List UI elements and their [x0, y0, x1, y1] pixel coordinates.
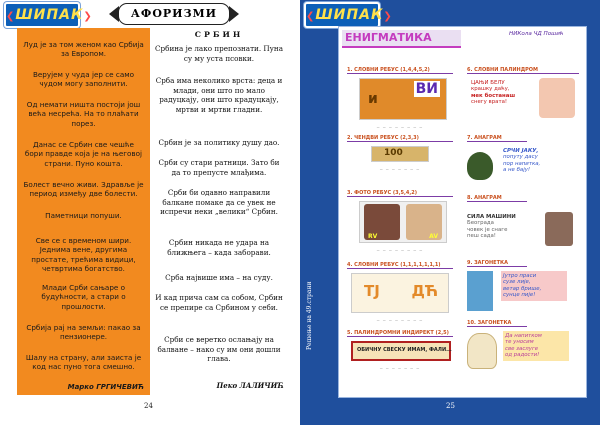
aphorism: Данас се Србин све чешће бори правде која је на његовој страни. Пуно кошта.	[24, 140, 143, 168]
puzzle-body	[467, 331, 579, 375]
teapot-image	[467, 333, 497, 369]
puzzle-10	[467, 320, 579, 375]
puzzle-line: ЦАЊИ БЕЛУ	[471, 80, 505, 86]
rebus-letters: RV	[368, 233, 378, 240]
puzzle-line: сузе лије,	[503, 279, 531, 286]
rain-image	[467, 271, 493, 311]
answer-blanks: _ _ _ _ _ _ _ _	[376, 245, 424, 251]
puzzle-line: од радости!	[505, 352, 540, 359]
puzzle-title: 6. СЛОВНИ ПАЛИНДРОМ	[467, 67, 579, 74]
puzzle-title: 9. ЗАГОНЕТКА	[467, 260, 527, 267]
puzzle-8	[467, 195, 579, 254]
aphorism: Све се с временом шири. Једнима вене, другима простате, трећима видици, четвртима богатство.	[31, 236, 136, 274]
puzzle-line: све заслуге	[505, 345, 539, 352]
aphorism: И кад прича сам са собом, Србин се препире са Србином у себи.	[155, 293, 283, 312]
puzzle-image	[359, 201, 447, 243]
wing-icon: ❮	[6, 11, 16, 22]
puzzle-9	[467, 260, 579, 315]
aphorism: Болест вечно живи. Здравље је период између две болести.	[23, 180, 144, 199]
rebus-number: 100	[384, 148, 403, 158]
aphorism: Срби би одавно направили балкане помаке да се увек не испречи неки „велики“ Србин.	[160, 188, 278, 217]
brand-text: ШИПАК	[15, 7, 84, 23]
puzzle-line: снегу врата!	[471, 99, 508, 106]
puzzle-line: СРЧИ ЈАКУ,	[503, 148, 539, 154]
puzzle-title: 2. ЧЕНДВИ РЕБУС (2,3,3)	[347, 135, 453, 142]
aphorism: Србина је лако препознати. Пуна су му уста псовки.	[155, 44, 283, 63]
puzzle-7	[467, 135, 579, 188]
column-heading: СРБИН	[194, 30, 244, 39]
puzzle-line: крашку даћу,	[471, 86, 510, 93]
aphorism: Срба има неколико врста: деца и млади, они што по мало радуцкају, они што крадуцкају, мртви и мртви гладни.	[155, 76, 283, 114]
answer-blanks: _ _ _ _ _ _ _	[379, 363, 421, 369]
puzzle-6	[467, 67, 579, 122]
puzzle-text	[503, 331, 569, 361]
puzzle-line: попуту дасу	[503, 154, 538, 161]
aphorism: Србин је за политику душу дао.	[158, 138, 280, 147]
puzzle-line: те уносим	[505, 339, 534, 346]
page-number: 25	[446, 402, 455, 410]
aphorism: Млади Срби сањаре о будућности, а стари о прошлости.	[41, 283, 126, 311]
puzzle-title: 10. ЗАГОНЕТКА	[467, 320, 527, 327]
puzzle-text	[501, 271, 567, 301]
answer-blanks: _ _ _ _ _ _ _	[379, 164, 421, 170]
puzzle-title: 7. АНАГРАМ	[467, 135, 527, 142]
wing-icon: ❯	[83, 11, 93, 22]
puzzle-line: мек бостанаш	[471, 92, 516, 99]
aphorism: Шалу на страну, али заиста је код нас пуно тога смешно.	[25, 353, 142, 372]
puzzle-title: 3. ФОТО РЕБУС (3,5,4,2)	[347, 190, 453, 197]
aphorism: Паметници попуши.	[45, 211, 122, 220]
page-title: АФОРИЗМИ	[118, 3, 230, 25]
plant-image	[467, 152, 493, 180]
section-title: ЕНИГМАТИКА	[342, 30, 461, 48]
aphorism-column-right	[150, 28, 287, 395]
puzzle-title: 1. СЛОВНИ РЕБУС (1,4,4,5,2)	[347, 67, 453, 74]
puzzle-image	[351, 273, 449, 313]
puzzle-image	[351, 341, 451, 361]
side-note: Решење на 49.страни	[306, 281, 313, 350]
answer-blanks: _ _ _ _ _ _ _ _	[376, 315, 424, 321]
puzzle-title: 8. АНАГРАМ	[467, 195, 527, 202]
answer-blanks: _ _ _ _ _ _ _ _	[376, 122, 424, 128]
puzzle-line: сунце пије!	[503, 292, 536, 299]
puzzle-line: Јутро праси	[503, 273, 537, 279]
puzzle-line: пеш сада!	[467, 233, 496, 240]
puzzle-5	[347, 330, 453, 369]
puzzle-body	[467, 146, 579, 188]
puzzle-sheet	[338, 26, 587, 398]
puzzle-line: ветар брише,	[503, 285, 542, 292]
puzzle-body	[467, 212, 579, 254]
aphorism: Верујем у чуда јер се само чудом могу заполнити.	[32, 70, 135, 89]
rebus-letters: ДЋ	[411, 282, 438, 300]
rebus-letters: TJ	[364, 282, 380, 300]
woman-eating-watermelon-image	[539, 78, 575, 118]
puzzle-body	[467, 271, 579, 315]
page-number: 24	[144, 402, 153, 410]
brand-logo	[304, 2, 393, 28]
puzzle-1	[347, 67, 453, 128]
aphorism: Срби су стари ратници. Зато би да то препусте млађима.	[158, 158, 280, 177]
right-page	[300, 0, 600, 425]
wing-icon: ❮	[306, 11, 316, 22]
author-signature: Марко ГРГИЧЕВИЋ	[67, 383, 144, 391]
brand-text: ШИПАК	[315, 7, 384, 23]
rebus-phrase: ОБИЧНУ СВЕСКУ ИМАМ, ФАЛИ...	[357, 347, 452, 353]
aphorism: Од немати ништа постоји још већа несрећа. На то плаћати порез.	[26, 100, 141, 128]
puzzle-body	[467, 78, 579, 122]
puzzle-2	[347, 135, 453, 170]
wing-icon: ❯	[383, 11, 393, 22]
puzzle-line: човек је снаге	[467, 226, 508, 233]
puzzle-text	[503, 148, 540, 174]
puzzle-author: НИКола ЧД Пошић	[509, 31, 564, 37]
author-signature: Пеко ЛАЛИЧИЋ	[216, 381, 284, 390]
puzzle-title: 5. ПАЛИНДРОМНИ ИНДИРЕКТ (2,5)	[347, 330, 453, 337]
puzzle-line: СИЛА МАШИНИ	[467, 214, 516, 220]
aphorism: Србија рај на земљи: пакао за пензионере.	[26, 323, 141, 342]
puzzle-image	[359, 78, 447, 120]
brand-logo	[4, 2, 93, 28]
puzzle-text	[471, 80, 515, 106]
rebus-letters: AV	[429, 233, 438, 240]
aphorism: Срба највише има – на суду.	[165, 273, 273, 282]
puzzle-line: а не бају!	[503, 167, 531, 174]
puzzle-3	[347, 190, 453, 251]
puzzle-line: Београда	[467, 220, 494, 227]
portrait-photo	[545, 212, 573, 246]
puzzle-title: 4. СЛОВНИ РЕБУС (1,1,1,1,1,1,1)	[347, 262, 453, 269]
rebus-letter: и	[368, 91, 378, 107]
aphorism: Срби се веретко ослањају на балване – нако су им они дошли глава.	[157, 335, 281, 364]
puzzle-line: пор напитка,	[503, 160, 541, 167]
puzzle-image	[371, 146, 429, 162]
rebus-letter: ВИ	[415, 81, 438, 97]
aphorism-column-left	[17, 28, 150, 395]
puzzle-text	[467, 214, 516, 240]
aphorism: Србин никада не удара на ближњега – када заборави.	[167, 238, 271, 257]
puzzle-4	[347, 262, 453, 321]
aphorism: Луд је за том женом као Србија за Европом.	[23, 40, 144, 59]
puzzle-line: Да напитком	[505, 333, 542, 339]
